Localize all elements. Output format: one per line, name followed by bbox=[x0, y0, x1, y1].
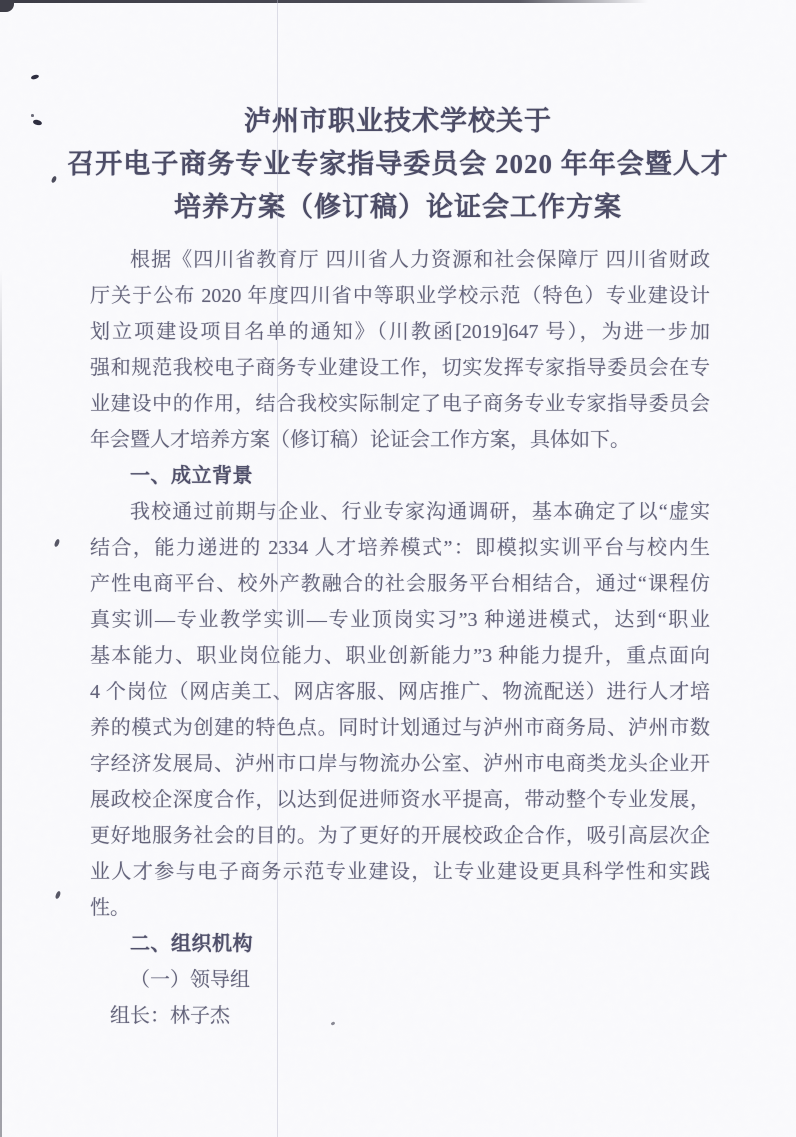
paper-fold-line bbox=[277, 0, 278, 1137]
scan-corner-artifact bbox=[0, 0, 14, 12]
body-line: （一）领导组 bbox=[130, 969, 250, 991]
body-line: 业人才参与电子商务示范专业建设，让专业建设更具科学性和实践 bbox=[90, 861, 710, 883]
scan-top-edge-artifact bbox=[0, 0, 648, 3]
ink-speck bbox=[55, 891, 62, 900]
document-body bbox=[90, 242, 710, 1034]
body-line: 年会暨人才培养方案（修订稿）论证会工作方案，具体如下。 bbox=[90, 429, 630, 451]
body-line: 根据《四川省教育厅 四川省人力资源和社会保障厅 四川省财政 bbox=[130, 249, 710, 271]
document-title bbox=[0, 100, 796, 229]
body-line: 基本能力、职业岗位能力、职业创新能力”3 种能力提升，重点面向 bbox=[90, 645, 710, 667]
ink-speck bbox=[31, 74, 40, 80]
body-line: 我校通过前期与企业、行业专家沟通调研，基本确定了以“虚实 bbox=[130, 501, 710, 523]
title-line-2: 召开电子商务专业专家指导委员会 2020 年年会暨人才 bbox=[67, 149, 729, 179]
body-line: 产性电商平台、校外产教融合的社会服务平台相结合，通过“课程仿 bbox=[90, 573, 710, 595]
body-line: 结合，能力递进的 2334 人才培养模式”：即模拟实训平台与校内生 bbox=[90, 537, 710, 559]
body-line: 划立项建设项目名单的通知》（川教函[2019]647 号），为进一步加 bbox=[90, 321, 710, 343]
body-line: 更好地服务社会的目的。为了更好的开展校政企合作，吸引高层次企 bbox=[90, 825, 710, 847]
body-line: 展政校企深度合作，以达到促进师资水平提高，带动整个专业发展， bbox=[90, 789, 710, 811]
body-line: 组长：林子杰 bbox=[110, 1005, 230, 1027]
body-line: 4 个岗位（网店美工、网店客服、网店推广、物流配送）进行人才培 bbox=[90, 681, 710, 703]
ink-speck bbox=[31, 114, 34, 117]
ink-speck bbox=[54, 539, 61, 548]
body-line: 强和规范我校电子商务专业建设工作，切实发挥专家指导委员会在专 bbox=[90, 357, 710, 379]
body-line: 厅关于公布 2020 年度四川省中等职业学校示范（特色）专业建设计 bbox=[90, 285, 710, 307]
body-line: 真实训—专业教学实训—专业顶岗实习”3 种递进模式，达到“职业 bbox=[90, 609, 710, 631]
title-line-3: 培养方案（修订稿）论证会工作方案 bbox=[174, 192, 622, 222]
body-line: 字经济发展局、泸州市口岸与物流办公室、泸州市电商类龙头企业开 bbox=[90, 753, 710, 775]
section-heading-2: 二、组织机构 bbox=[130, 933, 253, 955]
body-line: 性。 bbox=[90, 897, 130, 919]
body-line: 业建设中的作用，结合我校实际制定了电子商务专业专家指导委员会 bbox=[90, 393, 710, 415]
title-line-1: 泸州市职业技术学校关于 bbox=[244, 106, 552, 136]
scan-left-edge-artifact bbox=[0, 270, 2, 1137]
section-heading-1: 一、成立背景 bbox=[130, 465, 253, 487]
body-line: 养的模式为创建的特色点。同时计划通过与泸州市商务局、泸州市数 bbox=[90, 717, 710, 739]
